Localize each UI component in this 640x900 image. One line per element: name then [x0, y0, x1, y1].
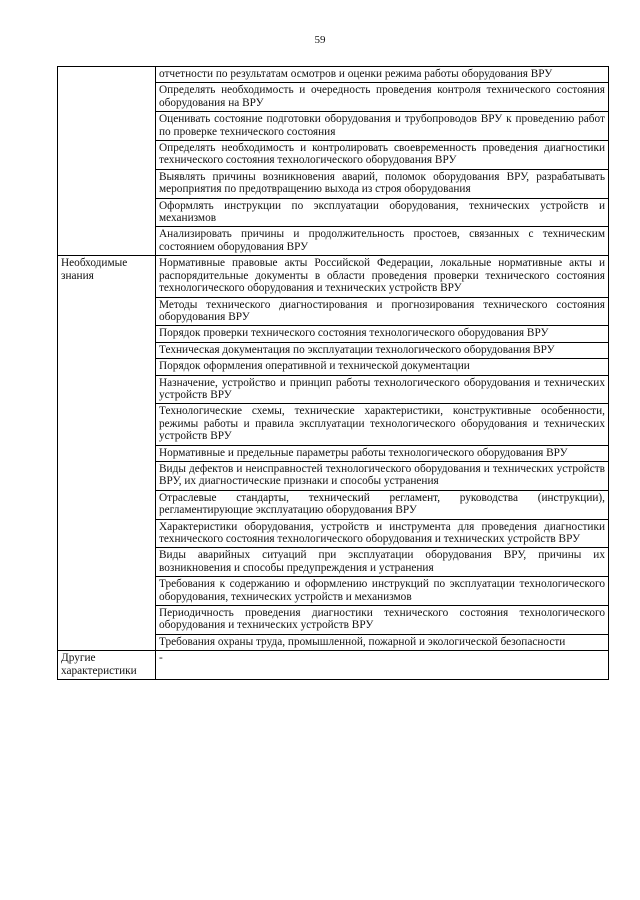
- table-row: [58, 256, 609, 297]
- skill-item: Анализировать причины и продолжительность простоев, связанных с техническим состоянием оборудования ВРУ: [156, 227, 609, 256]
- knowledge-item: Виды дефектов и неисправностей технологического оборудования и технических устройств ВРУ, их диагностические признаки и способы устранения: [156, 461, 609, 490]
- knowledge-item: Порядок оформления оперативной и технической документации: [156, 359, 609, 375]
- other-characteristics-value: -: [156, 651, 609, 680]
- knowledge-item: Методы технического диагностирования и прогнозирования технического состояния оборудования ВРУ: [156, 297, 609, 326]
- knowledge-item: Виды аварийных ситуаций при эксплуатации оборудования ВРУ, причины их возникновения и способы предупреждения и устранения: [156, 548, 609, 577]
- skill-item: отчетности по результатам осмотров и оценки режима работы оборудования ВРУ: [156, 67, 609, 83]
- knowledge-item: Назначение, устройство и принцип работы технологического оборудования и технических устройств ВРУ: [156, 375, 609, 404]
- section-label-knowledge: Необходимые знания: [58, 256, 156, 651]
- skill-item: Оформлять инструкции по эксплуатации оборудования, технических устройств и механизмов: [156, 198, 609, 227]
- knowledge-item: Нормативные правовые акты Российской Федерации, локальные нормативные акты и распорядительные документы в области проведения проверки технического состояния технологического оборудования и технических устройств ВРУ: [156, 256, 609, 297]
- skill-item: Определять необходимость и очередность проведения контроля технического состояния оборудования на ВРУ: [156, 83, 609, 112]
- skill-item: Выявлять причины возникновения аварий, поломок оборудования ВРУ, разрабатывать мероприятия по предотвращению выхода из строя оборудования: [156, 169, 609, 198]
- characteristics-table: [57, 66, 609, 680]
- section-label-other: Другие характеристики: [58, 651, 156, 680]
- knowledge-item: Характеристики оборудования, устройств и инструмента для проведения диагностики технического состояния технологического оборудования и технических устройств ВРУ: [156, 519, 609, 548]
- section-label-empty: [58, 67, 156, 256]
- knowledge-item: Требования к содержанию и оформлению инструкций по эксплуатации технологического оборудования, технических устройств и механизмов: [156, 577, 609, 606]
- skill-item: Оценивать состояние подготовки оборудования и трубопроводов ВРУ к проведению работ по проверке технического состояния: [156, 112, 609, 141]
- table-row: [58, 651, 609, 680]
- knowledge-item: Отраслевые стандарты, технический регламент, руководства (инструкции), регламентирующие эксплуатацию оборудования ВРУ: [156, 490, 609, 519]
- knowledge-item: Техническая документация по эксплуатации технологического оборудования ВРУ: [156, 342, 609, 358]
- page-number: 59: [314, 34, 326, 46]
- skill-item: Определять необходимость и контролировать своевременность проведения диагностики технического состояния технологического оборудования ВРУ: [156, 141, 609, 170]
- knowledge-item: Технологические схемы, технические характеристики, конструктивные особенности, режимы работы и правила эксплуатации технологического оборудования и технических устройств ВРУ: [156, 404, 609, 445]
- knowledge-item: Нормативные и предельные параметры работы технологического оборудования ВРУ: [156, 445, 609, 461]
- knowledge-item: Требования охраны труда, промышленной, пожарной и экологической безопасности: [156, 634, 609, 650]
- knowledge-item: Периодичность проведения диагностики технического состояния технологического оборудования и технических устройств ВРУ: [156, 606, 609, 635]
- knowledge-item: Порядок проверки технического состояния технологического оборудования ВРУ: [156, 326, 609, 342]
- table-row: [58, 67, 609, 83]
